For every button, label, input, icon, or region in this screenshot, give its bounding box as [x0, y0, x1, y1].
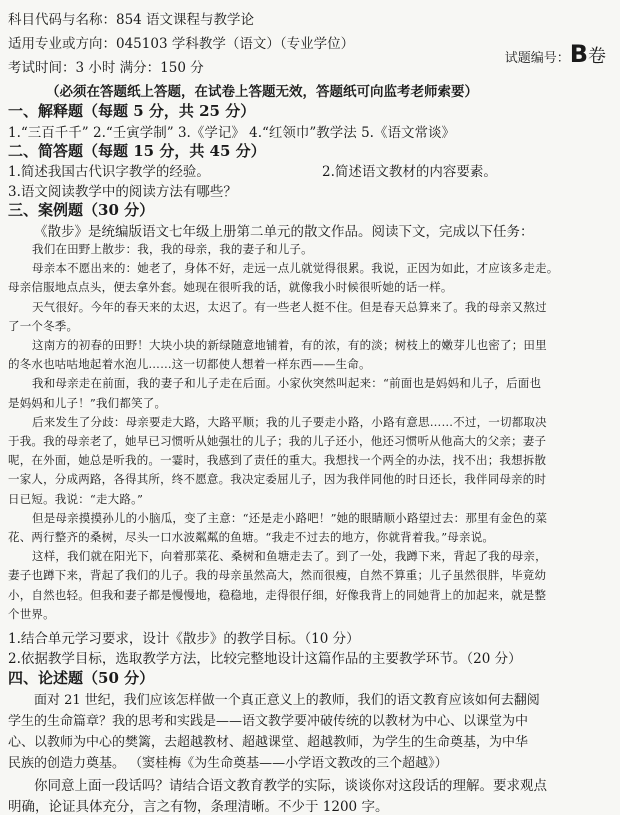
- section3-q2: 2.依据教学目标，选取教学方法，比较完整地设计这篇作品的主要教学环节。（20 分）: [8, 651, 522, 667]
- passage-line: 妻子也蹲下来，背起了我们的儿子。我的母亲虽然高大，然而很瘦，自然不算重；儿子虽然很胖，毕竟幼: [8, 568, 547, 583]
- major-line: 适用专业或方向：045103 学科教学（语文）（专业学位）: [8, 36, 355, 52]
- passage-line: 这样，我们就在阳光下，向着那菜花、桑树和鱼塘走去了。到了一处，我蹲下来，背起了我的母亲，: [32, 549, 547, 564]
- time-line: 考试时间：3 小时 满分：150 分: [8, 60, 204, 76]
- quote-line: 面对 21 世纪，我们应该怎样做一个真正意义上的教师，我们的语文教育应该如何去翻阅: [34, 693, 540, 708]
- section2-q3: 3.语文阅读教学中的阅读方法有哪些？: [8, 184, 237, 200]
- passage-line: 但是母亲摸摸孙儿的小脑瓜，变了主意：“还是走小路吧！”她的眼睛顺小路望过去：那里有金色的菜: [32, 510, 548, 525]
- passage-line: 日已短。我说：“走大路。”: [8, 491, 144, 506]
- passage-line: 天气很好。今年的春天来的太迟，太迟了。有一些老人挺不住。但是春天总算来了。我的母亲又熬过: [32, 299, 547, 314]
- passage-line: 母亲本不愿出来的：她老了，身体不好，走远一点儿就觉得很累。我说，正因为如此，才应该多走走。: [32, 261, 559, 276]
- exam-code: [505, 40, 606, 68]
- passage-line: 一家人，分成两路，各得其所，终不愿意。我决定委屈儿子，因为我伴同他的时日还长，我伴同母亲的时: [8, 472, 547, 487]
- passage-line: 后来发生了分歧：母亲要走大路，大路平顺；我的儿子要走小路，小路有意思……不过，一切都取决: [32, 414, 547, 429]
- section4-title: 四、论述题（50 分）: [8, 669, 155, 687]
- passage-line: 花、两行整齐的桑树，尽头一口水波粼粼的鱼塘。“我走不过去的地方，你就背着我。”母亲说。: [8, 530, 495, 544]
- passage-line: 母亲信服地点点头，便去拿外套。她现在很听我的话，就像我小时候很听她的话一样。: [8, 280, 453, 295]
- passage-line: 我和母亲走在前面，我的妻子和儿子走在后面。小家伙突然叫起来：“前面也是妈妈和儿子，后面也: [32, 376, 542, 391]
- passage-line: 的冬水也咕咕地起着水泡儿……这一切都使人想着一样东西——生命。: [8, 357, 371, 372]
- quote-line: 学生的生命篇章？我的思考和实践是——语文教学要冲破传统的以教材为中心、以课堂为中: [8, 714, 529, 729]
- section1-items: 1.“三百千千” 2.“壬寅学制” 3.《学记》 4.“红领巾”教学法 5.《语文常谈》: [8, 125, 455, 141]
- section2-q1: 1.简述我国古代识字教学的经验。: [8, 164, 210, 180]
- section3-q1: 1.结合单元学习要求，设计《散步》的教学目标。（10 分）: [8, 631, 360, 647]
- section2-title: 二、简答题（每题 15 分，共 45 分）: [8, 142, 266, 160]
- section3-intro: 《散步》是统编版语文七年级上册第二单元的散文作品。阅读下文，完成以下任务：: [34, 224, 534, 240]
- passage-line: 个世界。: [8, 606, 55, 621]
- task-line: 你同意上面一段话吗？请结合语文教育教学的实际，谈谈你对这段话的理解。要求观点: [34, 778, 547, 794]
- section3-title: 三、案例题（30 分）: [8, 201, 155, 219]
- exam-code-label: 试题编号：: [504, 51, 570, 66]
- quote-line: 心、以教师为中心的樊篱，去超越教材、超越课堂、超越教师，为学生的生命奠基，为中华: [8, 735, 529, 750]
- exam-code-suffix: 卷: [588, 46, 606, 67]
- passage-line: 于我。我的母亲老了，她早已习惯听从她强壮的儿子；我的儿子还小，他还习惯听从他高大的父亲；妻子: [8, 434, 547, 448]
- passage-line: 了一个冬季。: [8, 318, 79, 333]
- task-line: 明确，论证具体充分，言之有物，条理清晰。不少于 1200 字。: [8, 799, 389, 815]
- section1-title: 一、解释题（每题 5 分，共 25 分）: [8, 102, 256, 120]
- passage-line: 呢，在外面，她总是听我的。一霎时，我感到了责任的重大。我想找一个两全的办法，找不出；我想拆散: [8, 453, 547, 468]
- section2-q2: 2.简述语文教材的内容要素。: [322, 164, 497, 180]
- answer-notice: （必须在答题纸上答题，在试卷上答题无效，答题纸可向监考老师索要）: [46, 84, 478, 100]
- subject-line: 科目代码与名称：854 语文课程与教学论: [8, 12, 255, 28]
- quote-line: 民族的创造力奠基。 （窦桂梅《为生命奠基——小学语文教改的三个超越》）: [8, 756, 448, 771]
- passage-line: 是妈妈和儿子！”我们都笑了。: [8, 395, 167, 410]
- passage-line: 我们在田野上散步：我，我的母亲，我的妻子和儿子。: [32, 242, 313, 256]
- exam-code-letter: B: [569, 40, 588, 68]
- passage-line: 小，自然也轻。但我和妻子都是慢慢地，稳稳地，走得很仔细，好像我背上的同她背上的加起来，就是整: [8, 587, 547, 602]
- passage-line: 这南方的初春的田野！大块小块的新绿随意地铺着，有的浓，有的淡；树枝上的嫩芽儿也密了；田里: [32, 338, 547, 352]
